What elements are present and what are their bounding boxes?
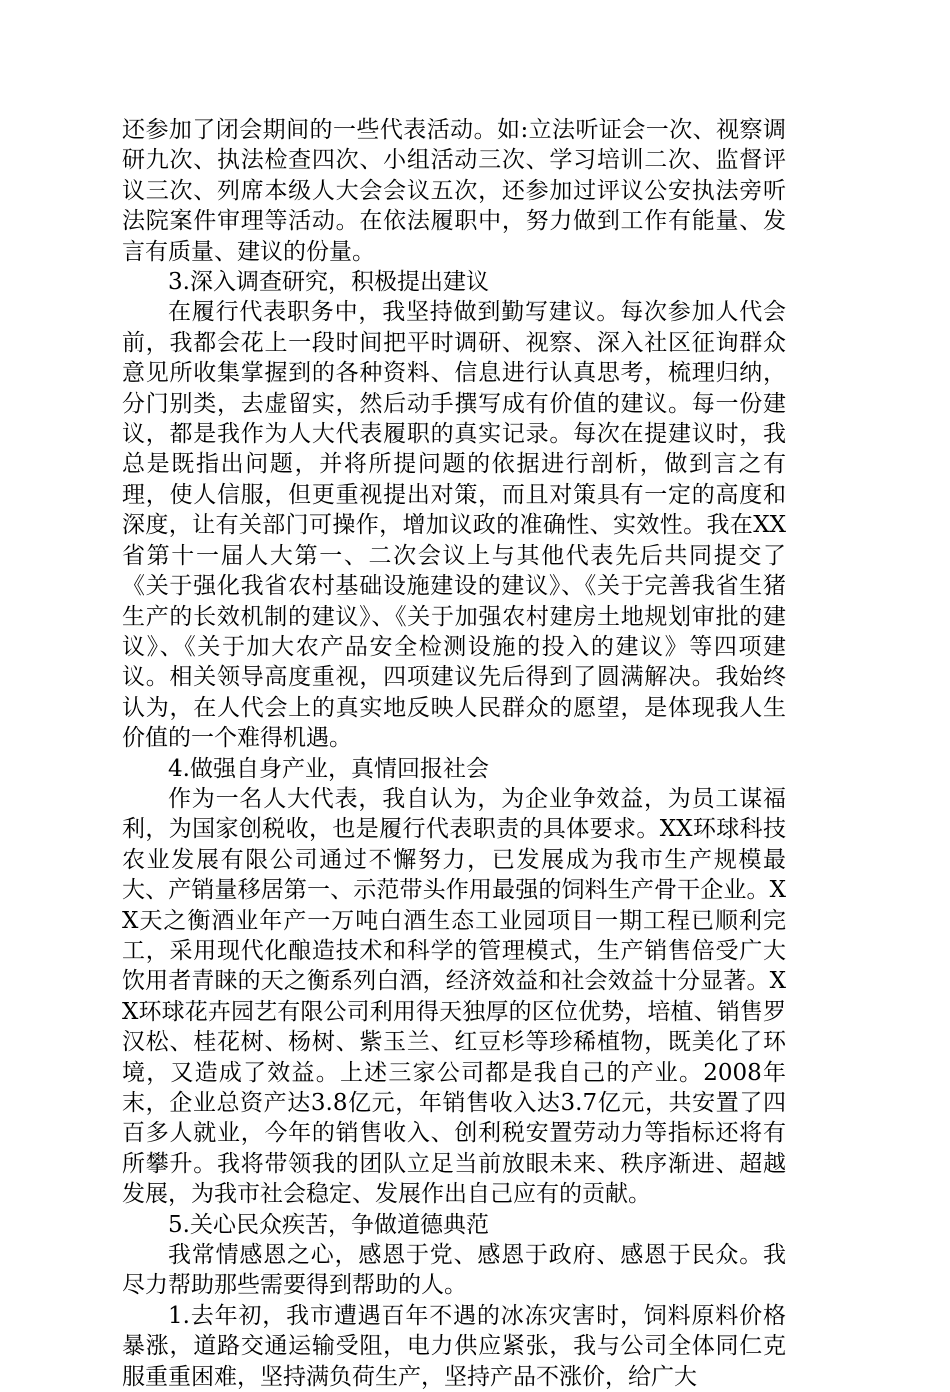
paragraph-industry: 作为一名人大代表，我自认为，为企业争效益，为员工谋福利，为国家创税收，也是履行代表职责的具体要求。XX环球科技农业发展有限公司通过不懈努力，已发展成为我市生产规模最大、产销量移居第一、示范带头作用最强的饲料生产骨干企业。XX天之衡酒业年产一万吨白酒生态工业园项目一期工程已顺利完工，采用现代化酿造技术和科学的管理模式，生产销售倍受广大饮用者青睐的天之衡系列白酒，经济效益和社会效益十分显著。XX环球花卉园艺有限公司利用得天独厚的区位优势，培植、销售罗汉松、桂花树、杨树、紫玉兰、红豆杉等珍稀植物，既美化了环境，又造成了效益。上述三家公司都是我自己的产业。2008年末，企业总资产达3.8亿元，年销售收入达3.7亿元，共安置了四百多人就业，今年的销售收入、创利税安置劳动力等指标还将有所攀升。我将带领我的团队立足当前放眼未来、秩序渐进、超越发展，为我市社会稳定、发展作出自己应有的贡献。 bbox=[122, 785, 786, 1208]
paragraph-activities: 还参加了闭会期间的一些代表活动。如:立法听证会一次、视察调研九次、执法检查四次、小组活动三次、学习培训二次、监督评议三次、列席本级人大会会议五次，还参加过评议公安执法旁听法院案件审理等活动。在依法履职中，努力做到工作有能量、发言有质量、建议的份量。 bbox=[122, 117, 786, 265]
section-heading-5: 5.关心民众疾苦，争做道德典范 bbox=[168, 1211, 489, 1238]
section-heading-4: 4.做强自身产业，真情回报社会 bbox=[168, 755, 489, 782]
document-body bbox=[122, 115, 786, 1392]
paragraph-gratitude: 我常情感恩之心，感恩于党、感恩于政府、感恩于民众。我尽力帮助那些需要得到帮助的人。 bbox=[122, 1242, 786, 1299]
section-heading-3: 3.深入调查研究，积极提出建议 bbox=[168, 269, 489, 296]
paragraph-suggestions: 在履行代表职务中，我坚持做到勤写建议。每次参加人代会前，我都会花上一段时间把平时调研、视察、深入社区征询群众意见所收集掌握到的各种资料、信息进行认真思考，梳理归纳，分门别类，去虚留实，然后动手撰写成有价值的建议。每一份建议，都是我作为人大代表履职的真实记录。每次在提建议时，我总是既指出问题，并将所提问题的依据进行剖析，做到言之有理，使人信服，但更重视提出对策，而且对策具有一定的高度和深度，让有关部门可操作，增加议政的准确性、实效性。我在XX省第十一届人大第一、二次会议上与其他代表先后共同提交了《关于强化我省农村基础设施建设的建议》、《关于完善我省生猪生产的长效机制的建议》、《关于加强农村建房土地规划审批的建议》、《关于加大农产品安全检测设施的投入的建议》等四项建议。相关领导高度重视，四项建议先后得到了圆满解决。我始终认为，在人代会上的真实地反映人民群众的愿望，是体现我人生价值的一个难得机遇。 bbox=[122, 299, 786, 752]
paragraph-ice-disaster: 1.去年初，我市遭遇百年不遇的冰冻灾害时，饲料原料价格暴涨，道路交通运输受阻，电力供应紧张，我与公司全体同仁克服重重困难，坚持满负荷生产，坚持产品不涨价，给广大 bbox=[122, 1302, 786, 1390]
